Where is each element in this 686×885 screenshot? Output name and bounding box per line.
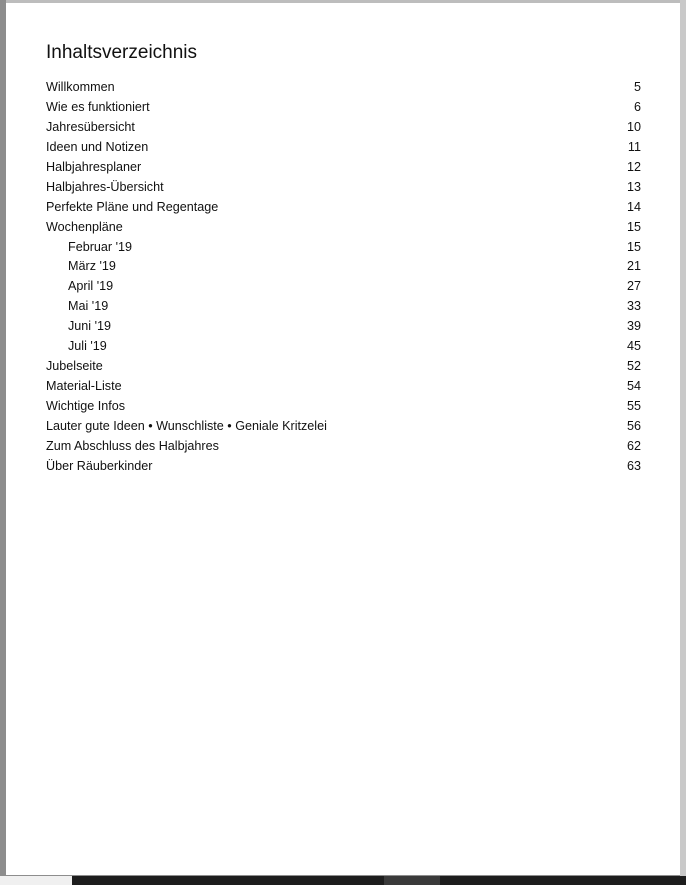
toc-entry-page-number: 6	[633, 99, 641, 114]
toc-entry-label: Mai '19	[68, 299, 109, 314]
toc-entry-page-number: 56	[626, 418, 641, 433]
toc-entry-page-number: 54	[626, 379, 641, 394]
toc-subentry-februar[interactable]	[46, 238, 641, 258]
toc-entry-label: Juli '19	[68, 339, 107, 354]
toc-entry-jahresuebersicht[interactable]	[46, 118, 641, 138]
toc-entry-page-number: 13	[626, 179, 641, 194]
toc-subentry-juli[interactable]	[46, 337, 641, 357]
toc-entry-label: Lauter gute Ideen • Wunschliste • Geniale Kritzelei	[46, 418, 327, 433]
horizontal-scrollbar[interactable]	[0, 876, 686, 885]
toc-entry-label: Jahresübersicht	[46, 119, 135, 134]
viewer-scrollbar-track[interactable]	[680, 0, 686, 876]
toc-entry-lauter-gute-ideen[interactable]	[46, 417, 641, 437]
toc-entry-page-number: 63	[626, 458, 641, 473]
toc-entry-label: Ideen und Notizen	[46, 139, 149, 154]
toc-entry-page-number: 14	[626, 199, 641, 214]
toc-subentry-april[interactable]	[46, 277, 641, 297]
toc-subentry-maerz[interactable]	[46, 257, 641, 277]
toc-entry-page-number: 27	[626, 279, 641, 294]
toc-entry-ueber-raeuberkinder[interactable]	[46, 457, 641, 477]
table-of-contents	[46, 78, 641, 477]
toc-entry-page-number: 5	[633, 80, 641, 94]
toc-entry-wie-es-funktioniert[interactable]	[46, 98, 641, 118]
toc-entry-wichtige-infos[interactable]	[46, 397, 641, 417]
toc-entry-label: Halbjahres-Übersicht	[46, 179, 164, 194]
toc-entry-page-number: 52	[626, 359, 641, 374]
toc-entry-label: Material-Liste	[46, 379, 122, 394]
toc-entry-page-number: 33	[626, 299, 641, 314]
toc-entry-label: Willkommen	[46, 80, 115, 94]
toc-entry-label: April '19	[68, 279, 114, 294]
toc-entry-page-number: 10	[626, 119, 641, 134]
toc-entry-page-number: 39	[626, 319, 641, 334]
toc-entry-halbjahresplaner[interactable]	[46, 158, 641, 178]
toc-entry-page-number: 15	[626, 219, 641, 234]
toc-entry-material-liste[interactable]	[46, 377, 641, 397]
toc-entry-page-number: 11	[627, 139, 641, 154]
toc-entry-page-number: 15	[626, 239, 641, 254]
toc-entry-zum-abschluss[interactable]	[46, 437, 641, 457]
toc-entry-page-number: 62	[626, 438, 641, 453]
toc-entry-label: Juni '19	[68, 319, 112, 334]
toc-entry-label: Zum Abschluss des Halbjahres	[46, 438, 219, 453]
toc-entry-label: Februar '19	[68, 239, 133, 254]
toc-entry-label: Halbjahresplaner	[46, 159, 142, 174]
toc-entry-page-number: 55	[626, 399, 641, 413]
toc-entry-label: Wochenpläne	[46, 219, 123, 234]
scrollbar-left-segment	[0, 876, 72, 885]
toc-entry-label: Perfekte Pläne und Regentage	[46, 199, 219, 214]
page-title: Inhaltsverzeichnis	[46, 42, 198, 63]
toc-entry-page-number: 12	[626, 159, 641, 174]
toc-entry-label: Über Räuberkinder	[46, 458, 153, 473]
document-page	[6, 3, 680, 875]
toc-entry-willkommen[interactable]	[46, 78, 641, 98]
toc-entry-label: Wichtige Infos	[46, 399, 126, 413]
toc-entry-ideen-und-notizen[interactable]	[46, 138, 641, 158]
toc-entry-wochenplaene[interactable]	[46, 218, 641, 238]
toc-entry-label: Jubelseite	[46, 359, 103, 374]
toc-entry-page-number: 45	[626, 339, 641, 354]
toc-entry-label: Wie es funktioniert	[46, 99, 150, 114]
toc-entry-label: März '19	[68, 259, 116, 274]
toc-subentry-mai[interactable]	[46, 297, 641, 317]
scrollbar-thumb[interactable]	[384, 876, 440, 885]
toc-subentry-juni[interactable]	[46, 317, 641, 337]
toc-entry-page-number: 21	[626, 259, 641, 274]
toc-entry-perfekte-plaene[interactable]	[46, 198, 641, 218]
toc-entry-jubelseite[interactable]	[46, 357, 641, 377]
toc-entry-halbjahres-uebersicht[interactable]	[46, 178, 641, 198]
